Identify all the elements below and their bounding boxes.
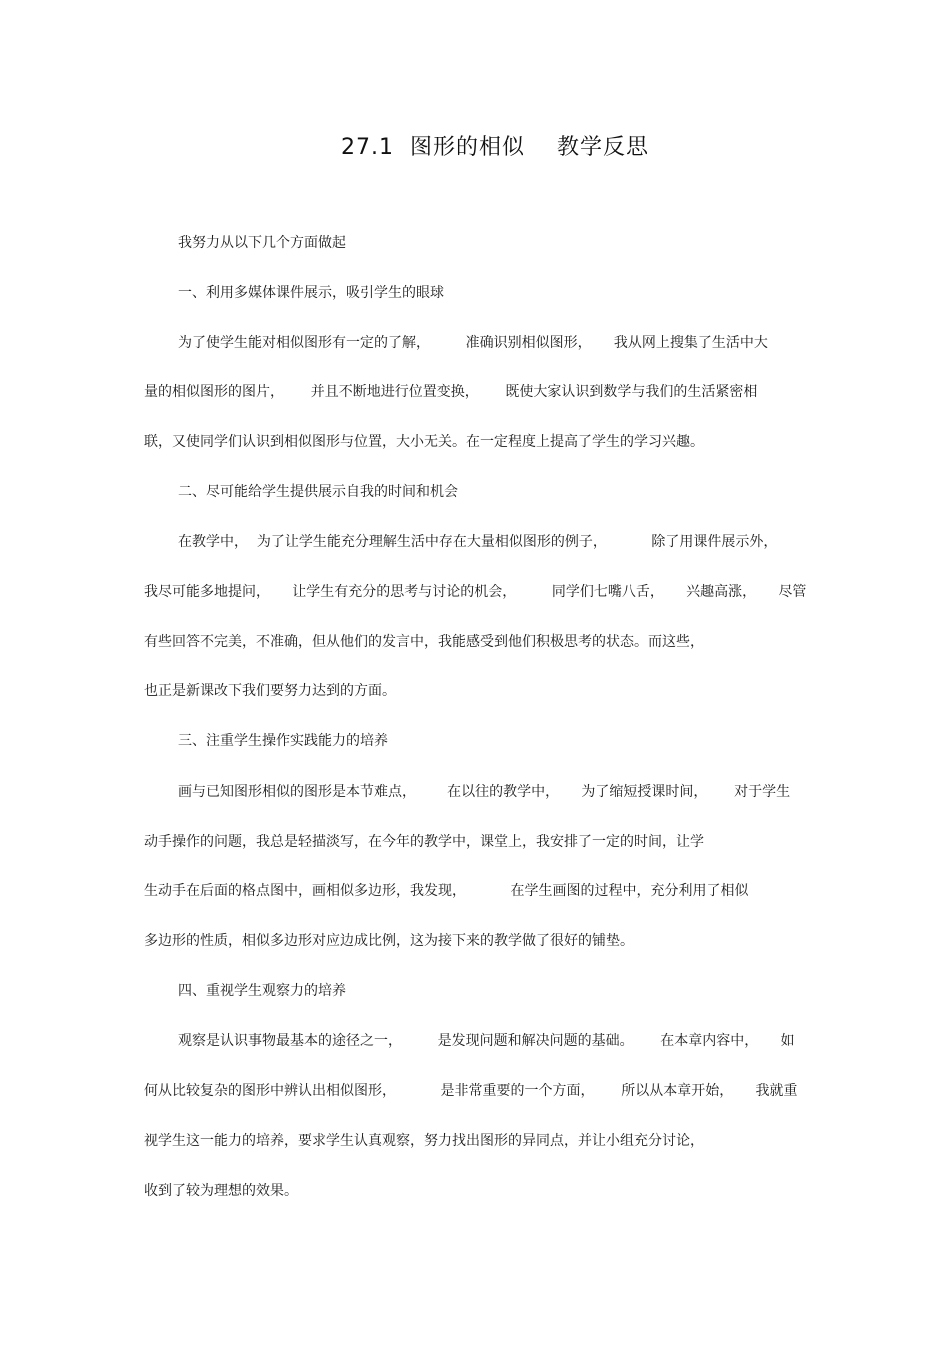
paragraph-2-line-3: 有些回答不完美，不准确，但从他们的发言中，我能感受到他们积极思考的状态。而这些， <box>144 634 704 650</box>
section-heading-3: 三、注重学生操作实践能力的培养 <box>178 733 388 749</box>
section-heading-1: 一、利用多媒体课件展示，吸引学生的眼球 <box>178 285 444 301</box>
paragraph-4-line-2: 何从比较复杂的图形中辨认出相似图形， 是非常重要的一个方面， 所以从本章开始， 我就重 <box>144 1083 798 1099</box>
intro-line: 我努力从以下几个方面做起 <box>178 235 346 251</box>
paragraph-1-line-3: 联，又使同学们认识到相似图形与位置，大小无关。在一定程度上提高了学生的学习兴趣。 <box>144 434 704 450</box>
paragraph-4-line-4: 收到了较为理想的效果。 <box>144 1183 298 1199</box>
section-heading-4: 四、重视学生观察力的培养 <box>178 983 346 999</box>
document-title: 27.1 图形的相似 教学反思 <box>341 135 649 160</box>
paragraph-1-line-1: 为了使学生能对相似图形有一定的了解， 准确识别相似图形， 我从网上搜集了生活中大 <box>178 335 768 351</box>
paragraph-3-line-1: 画与已知图形相似的图形是本节难点， 在以往的教学中， 为了缩短授课时间， 对于学生 <box>178 784 791 800</box>
paragraph-3-line-4: 多边形的性质，相似多边形对应边成比例，这为接下来的教学做了很好的铺垫。 <box>144 933 634 949</box>
paragraph-4-line-1: 观察是认识事物最基本的途径之一， 是发现问题和解决问题的基础。 在本章内容中， 如 <box>178 1033 795 1049</box>
section-heading-2: 二、尽可能给学生提供展示自我的时间和机会 <box>178 484 458 500</box>
paragraph-2-line-2: 我尽可能多地提问， 让学生有充分的思考与讨论的机会， 同学们七嘴八舌， 兴趣高涨， 尽管 <box>144 584 807 600</box>
paragraph-2-line-4: 也正是新课改下我们要努力达到的方面。 <box>144 683 396 699</box>
paragraph-3-line-2: 动手操作的问题，我总是轻描淡写，在今年的教学中，课堂上，我安排了一定的时间，让学 <box>144 834 704 850</box>
paragraph-4-line-3: 视学生这一能力的培养，要求学生认真观察，努力找出图形的异同点，并让小组充分讨论， <box>144 1133 704 1149</box>
paragraph-1-line-2: 量的相似图形的图片， 并且不断地进行位置变换， 既使大家认识到数学与我们的生活紧密相 <box>144 384 758 400</box>
paragraph-2-line-1: 在教学中， 为了让学生能充分理解生活中存在大量相似图形的例子， 除了用课件展示外， <box>178 534 778 550</box>
paragraph-3-line-3: 生动手在后面的格点图中，画相似多边形，我发现， 在学生画图的过程中，充分利用了相似 <box>144 883 749 899</box>
